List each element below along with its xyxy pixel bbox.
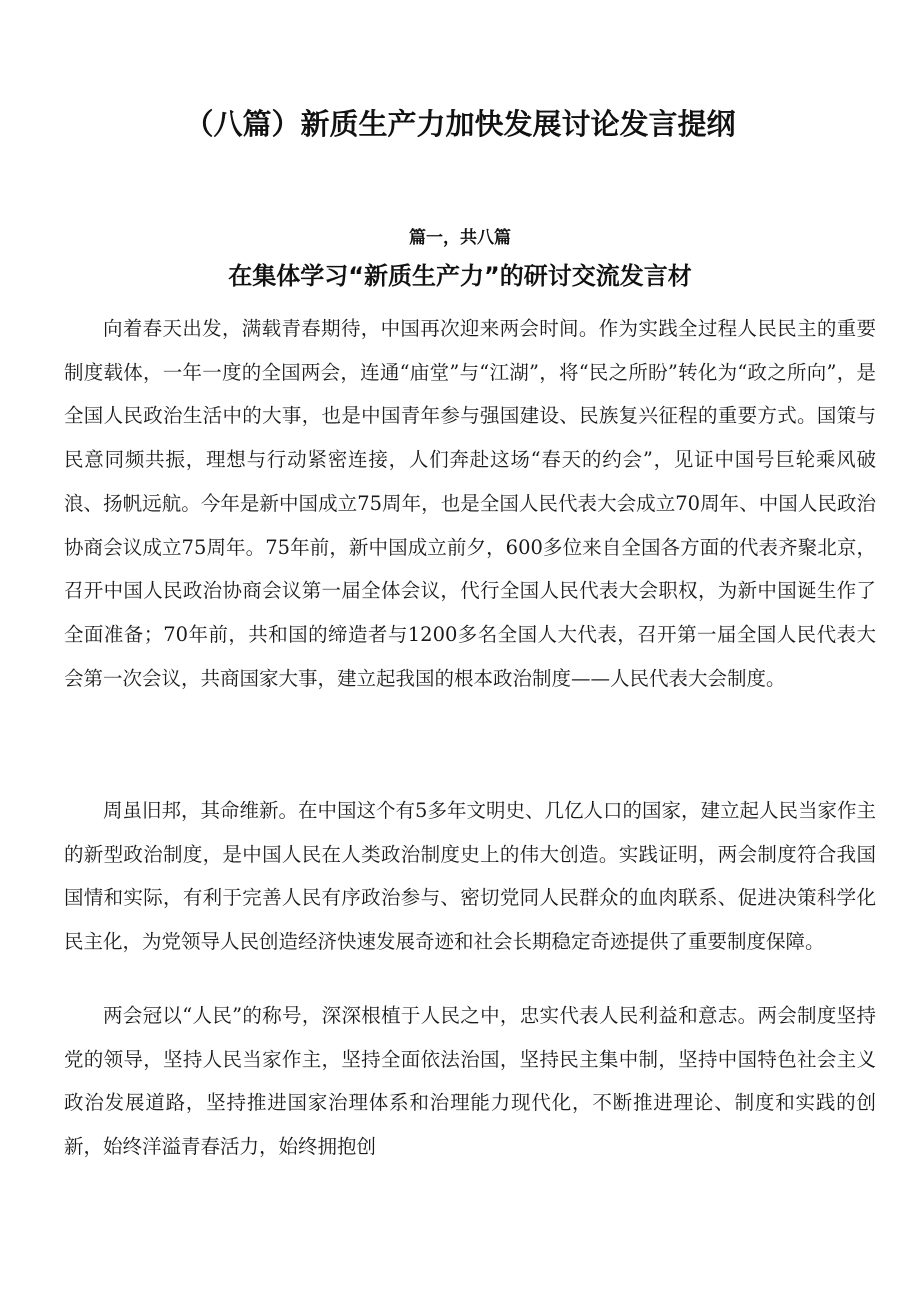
section-heading: 在集体学习“新质生产力”的研讨交流发言材 bbox=[228, 262, 692, 290]
document-title: （八篇）新质生产力加快发展讨论发言提纲 bbox=[184, 107, 736, 141]
paragraph-1: 向着春天出发，满载青春期待，中国再次迎来两会时间。作为实践全过程人民民主的重要制度载体，一年一度的全国两会，连通“庙堂”与“江湖”，将“民之所盼”转化为“政之所向”，是全国人民政治生活中的大事，也是中国青年参与强国建设、民族复兴征程的重要方式。国策与民意同频共振，理想与行动紧密连接，人们奔赴这场“春天的约会”，见证中国号巨轮乘风破浪、扬帆远航。今年是新中国成立75周年，也是全国人民代表大会成立70周年、中国人民政治协商会议成立75周年。75年前，新中国成立前夕，600多位来自全国各方面的代表齐聚北京，召开中国人民政治协商会议第一届全体会议，代行全国人民代表大会职权，为新中国诞生作了全面准备；70年前，共和国的缔造者与1200多名全国人大代表，召开第一届全国人民代表大会第一次会议，共商国家大事，建立起我国的根本政治制度——人民代表大会制度。 bbox=[64, 317, 876, 690]
paragraph-3: 两会冠以“人民”的称号，深深根植于人民之中，忠实代表人民利益和意志。两会制度坚持党的领导，坚持人民当家作主，坚持全面依法治国，坚持民主集中制，坚持中国特色社会主义政治发展道路，坚持推进国家治理体系和治理能力现代化，不断推进理论、制度和实践的创新，始终洋溢青春活力，始终拥抱创 bbox=[64, 1004, 876, 1159]
body-text bbox=[64, 307, 876, 1169]
paragraph-2: 周虽旧邦，其命维新。在中国这个有5多年文明史、几亿人口的国家，建立起人民当家作主的新型政治制度，是中国人民在人类政治制度史上的伟大创造。实践证明，两会制度符合我国国情和实际，有利于完善人民有序政治参与、密切党同人民群众的血肉联系、促进决策科学化民主化，为党领导人民创造经济快速发展奇迹和社会长期稳定奇迹提供了重要制度保障。 bbox=[64, 799, 876, 954]
section-label: 篇一，共八篇 bbox=[409, 228, 511, 248]
